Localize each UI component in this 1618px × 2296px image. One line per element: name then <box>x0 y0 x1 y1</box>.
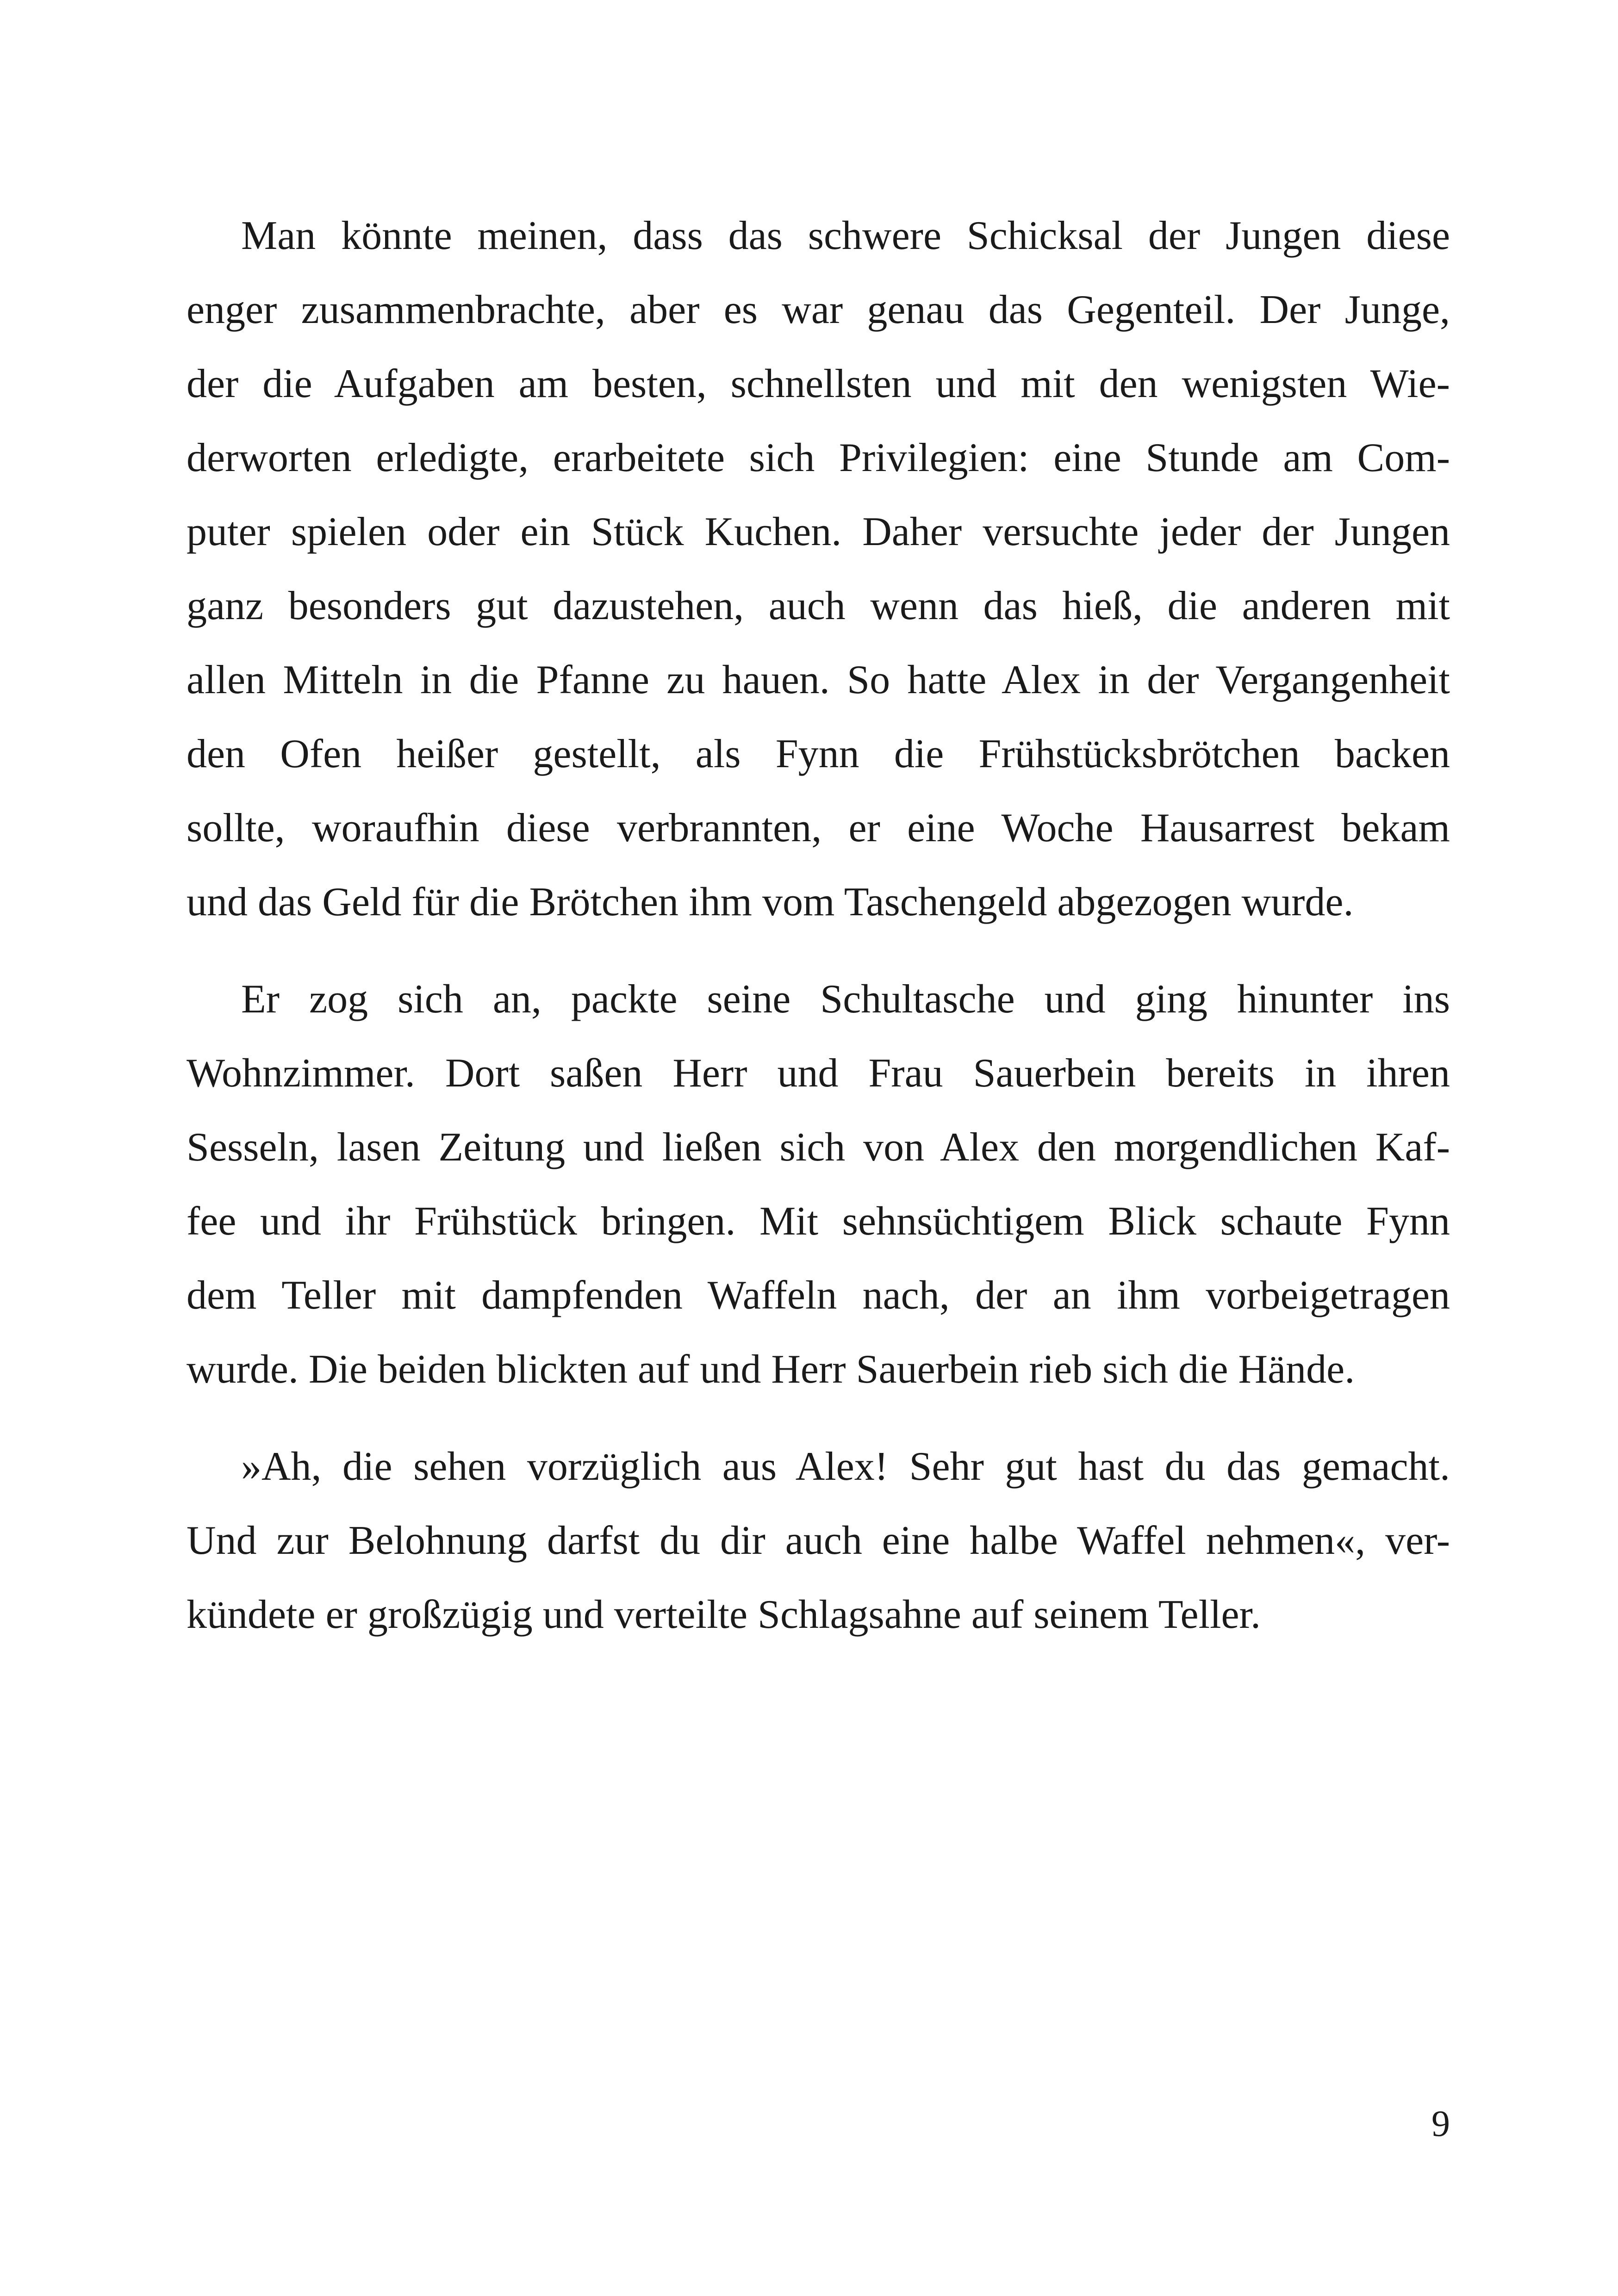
text-line: der die Aufgaben am besten, schnellsten und mit den wenigsten Wie- <box>187 361 1450 406</box>
body-text <box>187 199 1450 1652</box>
text-line: und das Geld für die Brötchen ihm vom Taschengeld abgezogen wurde. <box>187 880 1354 925</box>
text-line: ganz besonders gut dazustehen, auch wenn das hieß, die anderen mit <box>187 583 1450 628</box>
text-line: dem Teller mit dampfenden Waffeln nach, der an ihm vorbeigetragen <box>187 1273 1450 1318</box>
text-line: den Ofen heißer gestellt, als Fynn die Frühstücksbrötchen backen <box>187 732 1450 776</box>
text-line: derworten erledigte, erarbeitete sich Privilegien: eine Stunde am Com- <box>187 435 1450 480</box>
text-line: kündete er großzügig und verteilte Schlagsahne auf seinem Teller. <box>187 1592 1261 1637</box>
text-line: fee und ihr Frühstück bringen. Mit sehnsüchtigem Blick schaute Fynn <box>187 1199 1450 1244</box>
paragraph-3 <box>187 1430 1450 1652</box>
text-line: sollte, woraufhin diese verbrannten, er eine Woche Hausarrest bekam <box>187 806 1450 850</box>
text-line: Und zur Belohnung darfst du dir auch eine halbe Waffel nehmen«, ver- <box>187 1518 1450 1563</box>
text-line: puter spielen oder ein Stück Kuchen. Daher versuchte jeder der Jungen <box>187 509 1450 554</box>
page-number: 9 <box>1431 2104 1450 2144</box>
text-line: Man könnte meinen, dass das schwere Schicksal der Jungen diese <box>241 213 1450 258</box>
text-line: wurde. Die beiden blickten auf und Herr Sauerbein rieb sich die Hände. <box>187 1347 1355 1392</box>
paragraph-1 <box>187 199 1450 939</box>
text-line: Er zog sich an, packte seine Schultasche und ging hinunter ins <box>241 977 1450 1022</box>
text-line: Wohnzimmer. Dort saßen Herr und Frau Sauerbein bereits in ihren <box>187 1051 1450 1096</box>
text-line: Sesseln, lasen Zeitung und ließen sich von Alex den morgendlichen Kaf- <box>187 1125 1450 1170</box>
text-line: »Ah, die sehen vorzüglich aus Alex! Sehr gut hast du das gemacht. <box>241 1444 1450 1489</box>
text-line: enger zusammenbrachte, aber es war genau das Gegenteil. Der Junge, <box>187 287 1450 332</box>
paragraph-2 <box>187 962 1450 1407</box>
text-line: allen Mitteln in die Pfanne zu hauen. So hatte Alex in der Vergangenheit <box>187 658 1450 702</box>
